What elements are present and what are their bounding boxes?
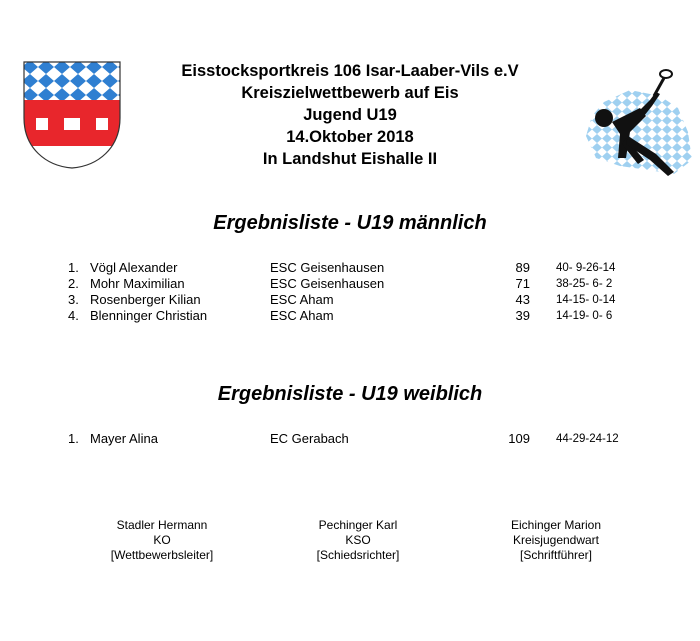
competition-name: Kreiszielwettbewerb auf Eis bbox=[241, 84, 459, 102]
club-name: ESC Aham bbox=[270, 308, 334, 323]
player-name: Mohr Maximilian bbox=[90, 276, 185, 291]
age-class: Jugend U19 bbox=[303, 106, 397, 124]
rank: 1. bbox=[68, 431, 79, 446]
round-scores: 14-15- 0-14 bbox=[556, 294, 616, 306]
rank: 1. bbox=[68, 260, 79, 275]
total-score: 71 bbox=[515, 276, 530, 291]
coat-of-arms-logo bbox=[22, 60, 122, 170]
signature-block-competition-leader bbox=[82, 518, 242, 563]
club-name: ESC Aham bbox=[270, 292, 334, 307]
rank: 2. bbox=[68, 276, 79, 291]
club-name: EC Gerabach bbox=[270, 431, 349, 446]
result-row bbox=[0, 260, 700, 276]
signatory-role: [Schiedsrichter] bbox=[316, 548, 400, 562]
player-name: Vögl Alexander bbox=[90, 260, 178, 275]
association-name: Eisstocksportkreis 106 Isar-Laaber-Vils e.V bbox=[181, 62, 519, 80]
club-name: ESC Geisenhausen bbox=[270, 276, 385, 291]
signatory-name: Stadler Hermann bbox=[116, 518, 208, 532]
total-score: 43 bbox=[515, 292, 530, 307]
player-name: Rosenberger Kilian bbox=[90, 292, 201, 307]
signatory-role: [Schriftführer] bbox=[519, 548, 593, 562]
round-scores: 44-29-24-12 bbox=[556, 433, 619, 445]
total-score: 39 bbox=[515, 308, 530, 323]
document-header bbox=[130, 60, 570, 170]
signature-block-secretary bbox=[476, 518, 636, 563]
total-score: 109 bbox=[508, 431, 530, 446]
round-scores: 40- 9-26-14 bbox=[556, 262, 616, 274]
player-name: Blenninger Christian bbox=[90, 308, 208, 323]
signatory-name: Pechinger Karl bbox=[318, 518, 398, 532]
round-scores: 14-19- 0- 6 bbox=[556, 310, 613, 322]
ice-stock-player-logo bbox=[582, 62, 697, 187]
player-name: Mayer Alina bbox=[90, 431, 158, 446]
signature-block-referee bbox=[278, 518, 438, 563]
event-location: In Landshut Eishalle II bbox=[262, 150, 438, 168]
signatory-title: Kreisjugendwart bbox=[512, 533, 600, 547]
signatory-role: [Wettbewerbsleiter] bbox=[110, 548, 214, 562]
club-name: ESC Geisenhausen bbox=[270, 260, 385, 275]
result-row bbox=[0, 431, 700, 447]
result-row bbox=[0, 292, 700, 308]
result-row bbox=[0, 308, 700, 324]
signatory-title: KO bbox=[153, 533, 171, 547]
signatory-name: Eichinger Marion bbox=[510, 518, 602, 532]
rank: 3. bbox=[68, 292, 79, 307]
results-title-male: Ergebnisliste - U19 männlich bbox=[213, 212, 487, 234]
signatory-title: KSO bbox=[345, 533, 371, 547]
total-score: 89 bbox=[515, 260, 530, 275]
round-scores: 38-25- 6- 2 bbox=[556, 278, 613, 290]
rank: 4. bbox=[68, 308, 79, 323]
results-title-female: Ergebnisliste - U19 weiblich bbox=[217, 383, 483, 405]
result-row bbox=[0, 276, 700, 292]
event-date: 14.Oktober 2018 bbox=[286, 128, 414, 146]
